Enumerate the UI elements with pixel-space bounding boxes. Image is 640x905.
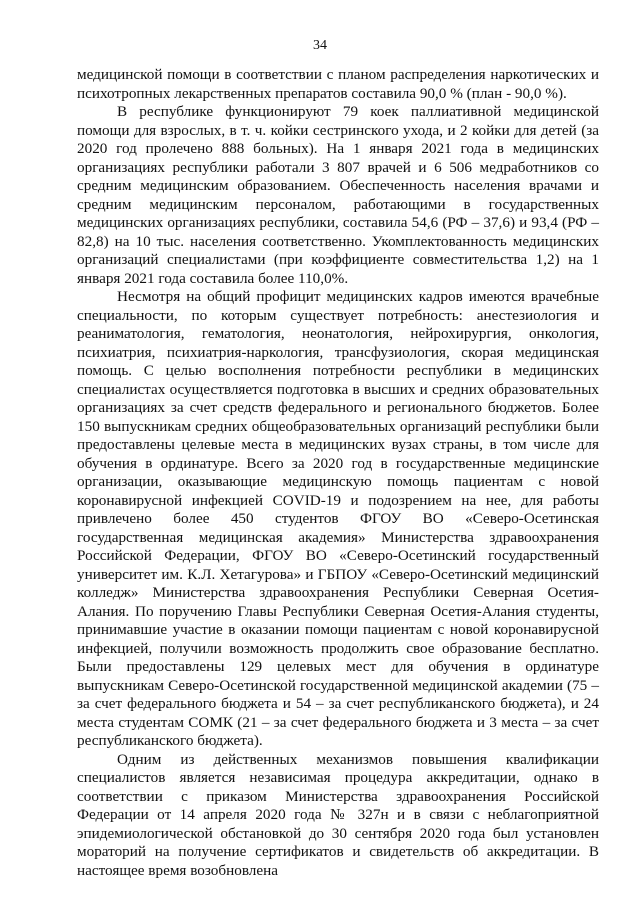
- paragraph-palliative-care: В республике функционируют 79 коек паллиативной медицинской помощи для взрослых, в т. ч. койки сестринского ухода, и 2 койки для детей (за 2020 год пролечено 888 больных). На 1 января 2021 года в медицинских организациях республики работали 3 807 врачей и 6 506 медработников со средним медицинским образованием. Обеспеченность населения врачами и средним медицинским персоналом, работающими в государственных медицинских организациях республики, составила 54,6 (РФ – 37,6) и 93,4 (РФ – 82,8) на 10 тыс. населения соответственно. Укомплектованность медицинских организаций специалистами (при коэффициенте совместительства 1,2) на 1 января 2021 года составила более 110,0%.: [77, 103, 599, 287]
- page-number: 34: [313, 38, 327, 53]
- paragraph-continuation: медицинской помощи в соответствии с планом распределения наркотических и психотропных лекарственных препаратов составила 90,0 % (план - 90,0 %).: [77, 66, 599, 102]
- body-text: [77, 66, 599, 880]
- paragraph-accreditation: Одним из действенных механизмов повышения квалификации специалистов является независимая процедура аккредитации, однако в соответствии с приказом Министерства здравоохранения Российской Федерации от 14 апреля 2020 года № 327н и в связи с неблагоприятной эпидемиологической обстановкой до 30 сентября 2020 года был установлен мораторий на получение сертификатов и свидетельств об аккредитации. В настоящее время возобновлена: [77, 750, 599, 879]
- paragraph-medical-staff: Несмотря на общий профицит медицинских кадров имеются врачебные специальности, по которым существует потребность: анестезиология и реаниматология, гематология, неонатология, нейрохирургия, онкология, психиатрия, психиатрия-наркология, трансфузиология, скорая медицинская помощь. С целью восполнения потребности республики в медицинских специалистах осуществляется подготовка в высших и средних образовательных организациях за счет средств федерального и регионального бюджетов. Более 150 выпускникам средних общеобразовательных организаций республики были предоставлены целевые места в медицинских вузах страны, в том числе для обучения в ординатуре. Всего за 2020 год в государственные медицинские организации, оказывающие медицинскую помощь пациентам с новой коронавирусной инфекцией COVID-19 и подозрением на нее, для работы привлечено более 450 студентов ФГОУ ВО «Северо-Осетинская государственная медицинская академия» Министерства здравоохранения Российской Федерации, ФГОУ ВО «Северо-Осетинский государственный университет им. К.Л. Хетагурова» и ГБПОУ «Северо-Осетинский медицинский колледж» Министерства здравоохранения Республики Северная Осетия-Алания. По поручению Главы Республики Северная Осетия-Алания студенты, принимавшие участие в оказании помощи пациентам с новой коронавирусной инфекцией, получили возможность продолжить свое образование бесплатно. Были предоставлены 129 целевых мест для обучения в ординатуре выпускникам Северо-Осетинской государственной медицинской академии (75 – за счет федерального бюджета и 54 – за счет республиканского бюджета), и 24 места студентам СОМК (21 – за счет федерального бюджета и 3 места – за счет республиканского бюджета).: [77, 288, 599, 749]
